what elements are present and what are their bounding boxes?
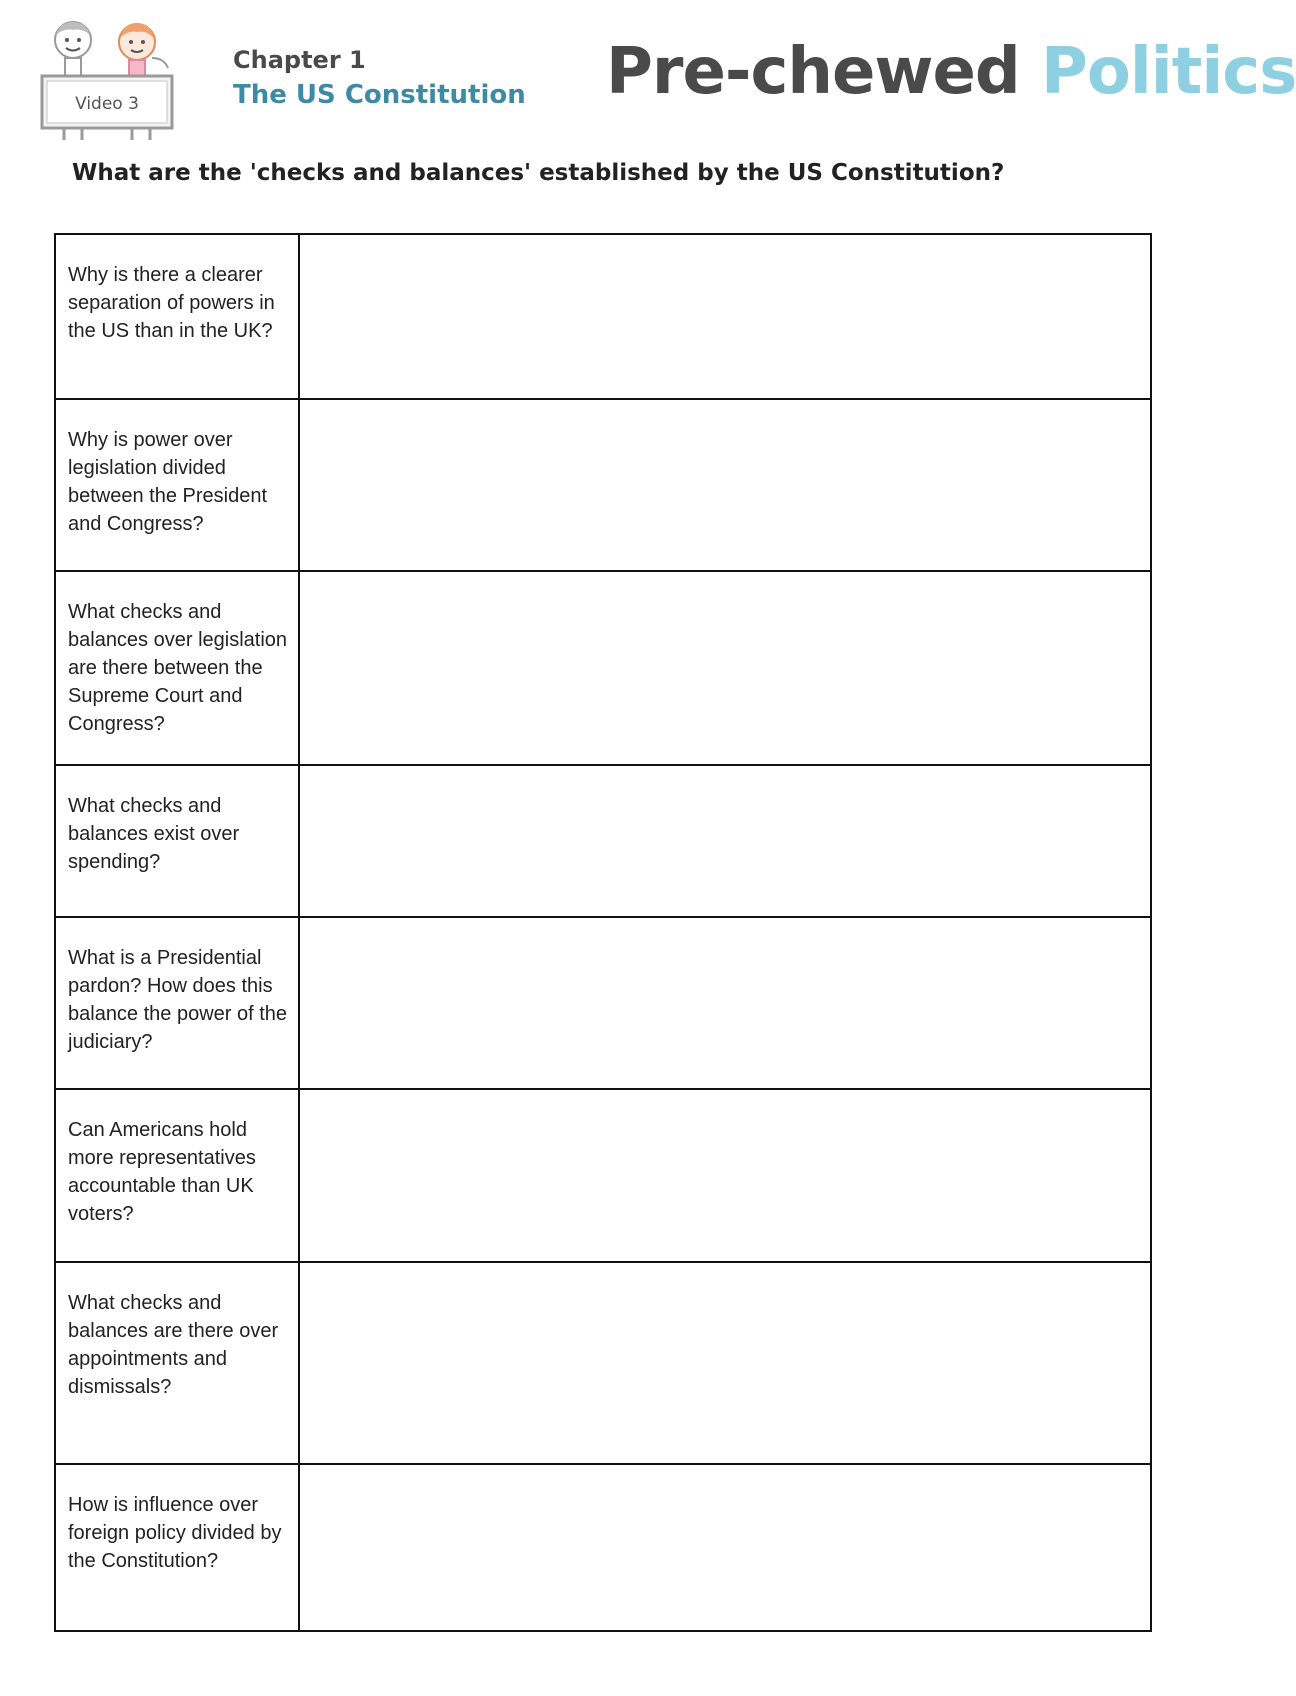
table-row	[55, 234, 1151, 399]
question-cell: How is influence over foreign policy divided by the Constitution?	[55, 1464, 299, 1631]
question-cell: What checks and balances are there over appointments and dismissals?	[55, 1262, 299, 1464]
chapter-title: The US Constitution	[233, 80, 526, 110]
question-cell: Can Americans hold more representatives accountable than UK voters?	[55, 1089, 299, 1262]
main-question: What are the 'checks and balances' established by the US Constitution?	[72, 160, 1005, 186]
table-row	[55, 917, 1151, 1089]
chapter-label: Chapter 1	[233, 46, 366, 74]
table-row	[55, 399, 1151, 571]
answer-cell[interactable]	[299, 765, 1151, 917]
brand-part1: Pre-chewed	[606, 35, 1020, 109]
question-cell: What checks and balances exist over spending?	[55, 765, 299, 917]
answer-cell[interactable]	[299, 1089, 1151, 1262]
question-cell: Why is there a clearer separation of powers in the US than in the UK?	[55, 234, 299, 399]
mascot-logo	[40, 18, 190, 142]
table-row	[55, 1262, 1151, 1464]
table-row	[55, 765, 1151, 917]
answer-cell[interactable]	[299, 1464, 1151, 1631]
answer-cell[interactable]	[299, 571, 1151, 765]
question-cell: Why is power over legislation divided between the President and Congress?	[55, 399, 299, 571]
brand-logo	[606, 35, 1296, 109]
brand-part2: Politics	[1040, 35, 1296, 109]
answer-cell[interactable]	[299, 234, 1151, 399]
answer-cell[interactable]	[299, 917, 1151, 1089]
question-cell: What is a Presidential pardon? How does this balance the power of the judiciary?	[55, 917, 299, 1089]
answer-cell[interactable]	[299, 399, 1151, 571]
table-row	[55, 1089, 1151, 1262]
worksheet-table	[54, 233, 1152, 1632]
table-row	[55, 1464, 1151, 1631]
answer-cell[interactable]	[299, 1262, 1151, 1464]
video-label: Video 3	[75, 94, 139, 114]
question-cell: What checks and balances over legislation are there between the Supreme Court and Congress?	[55, 571, 299, 765]
table-row	[55, 571, 1151, 765]
